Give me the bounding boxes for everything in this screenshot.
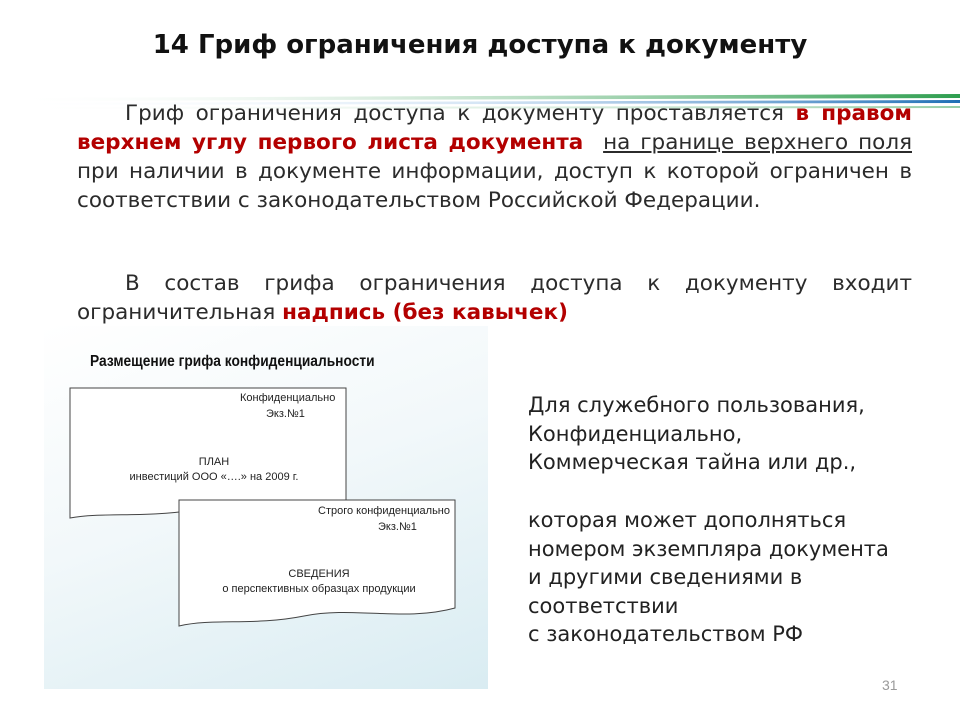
p1-gap — [583, 130, 603, 155]
p2-highlight: надпись (без кавычек) — [282, 300, 568, 325]
stamp-addition-line: и другими сведениями в — [528, 565, 803, 589]
figure-title: Размещение грифа конфиденциальности — [90, 353, 375, 370]
page-number: 31 — [882, 677, 898, 693]
doc2-stamp-line2: Экз.№1 — [378, 521, 417, 533]
stamp-addition-line: с законодательством РФ — [528, 622, 803, 646]
slide-title: 14 Гриф ограничения доступа к документу — [152, 30, 808, 60]
doc2-heading: СВЕДЕНИЯ — [288, 568, 350, 580]
p2-text-before: В состав грифа ограничения доступа к документу входит ограничительная — [77, 271, 912, 325]
doc1-subtitle: инвестиций ООО «….» на 2009 г. — [129, 471, 299, 483]
doc2-stamp-line1: Строго конфиденциально — [318, 505, 450, 517]
document-sheet-2 — [179, 500, 455, 626]
p1-text-after: при наличии в документе информации, доступ к которой ограничен в соответствии с законодательством Российской Федерации. — [77, 159, 912, 213]
stamp-example-line: Коммерческая тайна или др., — [528, 450, 857, 474]
doc1-heading: ПЛАН — [198, 456, 230, 468]
doc1-stamp-line2: Экз.№1 — [266, 408, 305, 420]
stamp-example-line: Конфиденциально, — [528, 421, 743, 446]
stamp-addition-line: которая может дополняться — [528, 508, 847, 532]
doc2-subtitle: о перспективных образцах продукции — [222, 583, 416, 595]
stamp-addition-line: соответствии — [528, 593, 679, 618]
p1-highlight: в правом верхнем углу первого листа документа — [77, 101, 912, 155]
stamp-placement-figure — [44, 326, 488, 689]
stamp-example-line: Для служебного пользования, — [528, 393, 865, 417]
doc1-stamp-line1: Конфиденциально — [240, 392, 336, 404]
paragraph-stamp-composition — [77, 269, 912, 327]
p1-text-before: Гриф ограничения доступа к документу проставляется — [125, 101, 796, 126]
paragraph-placement-rule — [77, 99, 912, 215]
stamp-additions — [528, 506, 948, 649]
stamp-addition-line: номером экземпляра документа — [528, 536, 889, 561]
stamp-examples — [528, 391, 948, 477]
p1-underlined: на границе верхнего поля — [603, 130, 912, 155]
